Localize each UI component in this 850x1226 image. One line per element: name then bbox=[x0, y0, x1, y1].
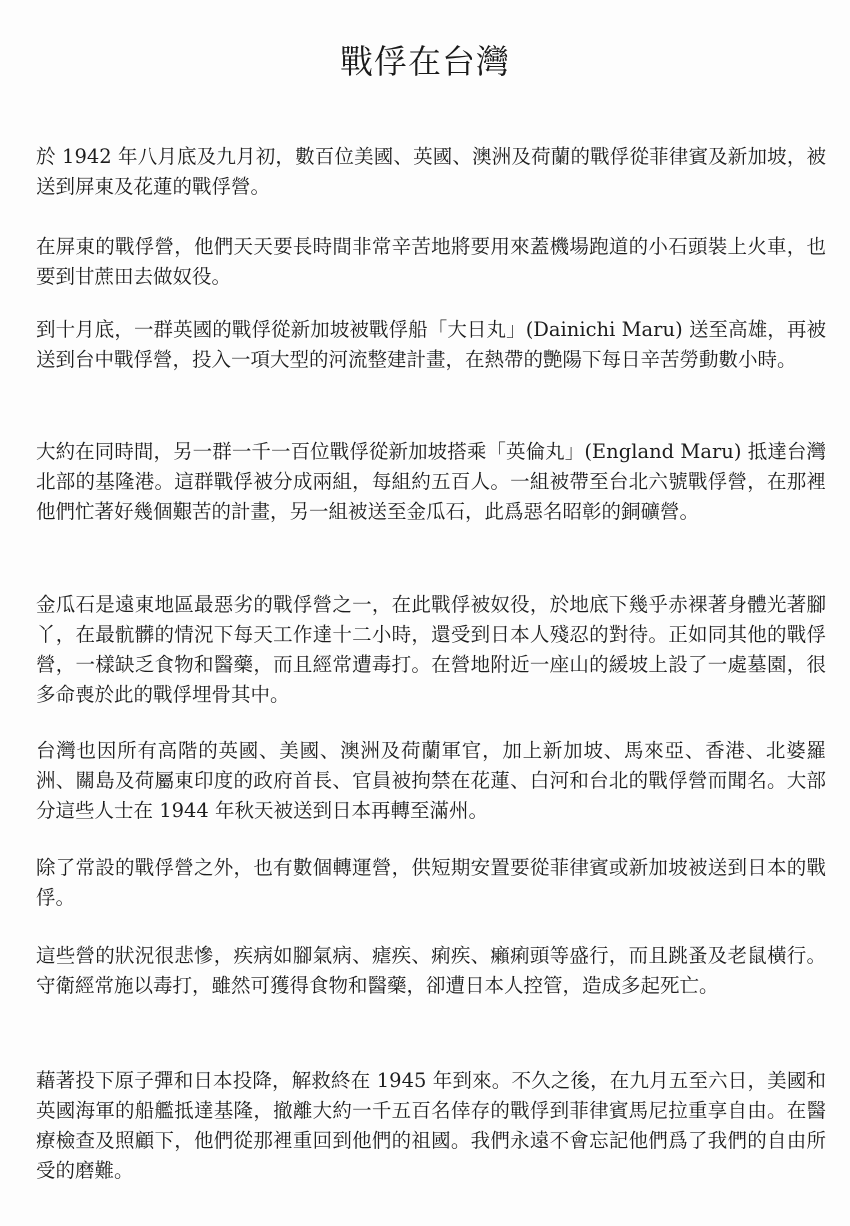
paragraph-1: 於 1942 年八月底及九月初，數百位美國、英國、澳洲及荷蘭的戰俘從菲律賓及新加坡，被送到屏東及花蓮的戰俘營。 bbox=[36, 145, 826, 198]
paragraph-5: 金瓜石是遠東地區最惡劣的戰俘營之一，在此戰俘被奴役，於地底下幾乎赤裸著身體光著腳丫，在最骯髒的情況下每天工作達十二小時，還受到日本人殘忍的對待。正如同其他的戰俘營，一樣缺乏食物和醫藥，而且經常遭毒打。在營地附近一座山的緩坡上設了一處墓園，很多命喪於此的戰俘埋骨其中。 bbox=[36, 593, 826, 706]
paragraph-7: 除了常設的戰俘營之外，也有數個轉運營，供短期安置要從菲律賓或新加坡被送到日本的戰俘。 bbox=[36, 856, 826, 909]
paragraph-3: 到十月底，一群英國的戰俘從新加坡被戰俘船「大日丸」(Dainichi Maru) 送至高雄，再被送到台中戰俘營，投入一項大型的河流整建計畫，在熱帶的艷陽下每日辛苦勞動數小時。 bbox=[36, 318, 826, 371]
paragraph-8: 這些營的狀況很悲慘，疾病如腳氣病、瘧疾、痢疾、癩痢頭等盛行，而且跳蚤及老鼠橫行。守衛經常施以毒打，雖然可獲得食物和醫藥，卻遭日本人控管，造成多起死亡。 bbox=[36, 944, 826, 997]
page-title: 戰俘在台灣 bbox=[340, 42, 510, 81]
paragraph-9: 藉著投下原子彈和日本投降，解救終在 1945 年到來。不久之後，在九月五至六日，美國和英國海軍的船艦抵達基隆，撤離大約一千五百名倖存的戰俘到菲律賓馬尼拉重享自由。在醫療檢查及照顧下，他們從那裡重回到他們的祖國。我們永遠不會忘記他們爲了我們的自由所受的磨難。 bbox=[36, 1069, 826, 1182]
paragraph-2: 在屏東的戰俘營，他們天天要長時間非常辛苦地將要用來蓋機場跑道的小石頭裝上火車，也要到甘蔗田去做奴役。 bbox=[36, 235, 826, 288]
paragraph-6: 台灣也因所有高階的英國、美國、澳洲及荷蘭軍官，加上新加坡、馬來亞、香港、北婆羅洲、關島及荷屬東印度的政府首長、官員被拘禁在花蓮、白河和台北的戰俘營而聞名。大部分這些人士在 1944 年秋天被送到日本再轉至滿州。 bbox=[36, 739, 826, 822]
paragraph-4: 大約在同時間，另一群一千一百位戰俘從新加坡搭乘「英倫丸」(England Maru) 抵達台灣北部的基隆港。這群戰俘被分成兩組，每組約五百人。一組被帶至台北六號戰俘營，在那裡他們忙著好幾個艱苦的計畫，另一組被送至金瓜石，此爲惡名昭彰的銅礦營。 bbox=[36, 440, 826, 523]
